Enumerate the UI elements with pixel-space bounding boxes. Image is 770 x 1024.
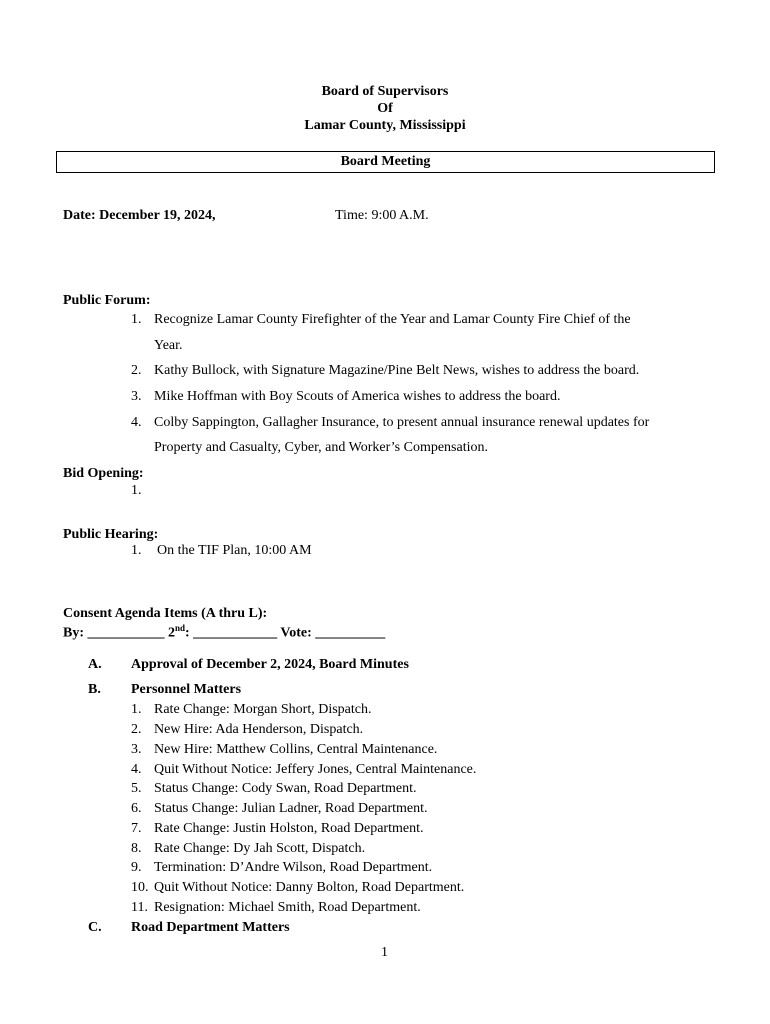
list-item: Rate Change: Morgan Short, Dispatch.: [154, 702, 372, 717]
public-hearing-heading: Public Hearing:: [63, 527, 159, 542]
list-item: Quit Without Notice: Danny Bolton, Road Department.: [154, 880, 465, 895]
meeting-time: Time: 9:00 A.M.: [335, 208, 429, 223]
list-item: Kathy Bullock, with Signature Magazine/Pine Belt News, wishes to address the board.: [154, 363, 640, 378]
consent-heading: Consent Agenda Items (A thru L):: [63, 606, 268, 621]
second-superscript: nd: [175, 623, 186, 633]
vote-line: [63, 623, 385, 642]
list-item: On the TIF Plan, 10:00 AM: [157, 543, 312, 558]
section-c-letter: C.: [88, 920, 102, 935]
header-line-1: Board of Supervisors: [321, 84, 449, 99]
by-label: By: ___________ 2: [63, 625, 175, 641]
list-item: New Hire: Matthew Collins, Central Maintenance.: [154, 742, 438, 757]
meeting-title-box: [56, 151, 715, 173]
list-item-number: 1.: [131, 483, 142, 498]
header-line-2: Of: [377, 101, 393, 116]
section-a-title: Approval of December 2, 2024, Board Minutes: [131, 657, 409, 672]
list-item: Status Change: Cody Swan, Road Department.: [154, 781, 417, 796]
list-item-number: 10.: [131, 880, 149, 895]
list-item-number: 7.: [131, 821, 142, 836]
list-item-continuation: Property and Casualty, Cyber, and Worker’s Compensation.: [154, 440, 488, 455]
section-c-title: Road Department Matters: [131, 920, 290, 935]
list-item: Mike Hoffman with Boy Scouts of America wishes to address the board.: [154, 389, 561, 404]
list-item: Resignation: Michael Smith, Road Department.: [154, 900, 421, 915]
list-item: Termination: D’Andre Wilson, Road Department.: [154, 860, 433, 875]
list-item-number: 8.: [131, 841, 142, 856]
header-line-3: Lamar County, Mississippi: [304, 118, 466, 133]
list-item-number: 3.: [131, 389, 142, 404]
list-item-number: 4.: [131, 762, 142, 777]
list-item-number: 2.: [131, 722, 142, 737]
list-item: Quit Without Notice: Jeffery Jones, Central Maintenance.: [154, 762, 477, 777]
list-item-number: 1.: [131, 543, 142, 558]
list-item: Colby Sappington, Gallagher Insurance, to present annual insurance renewal updates for: [154, 415, 650, 430]
list-item-number: 4.: [131, 415, 142, 430]
list-item-number: 11.: [131, 900, 148, 915]
list-item: Rate Change: Justin Holston, Road Department.: [154, 821, 424, 836]
list-item-number: 2.: [131, 363, 142, 378]
list-item: Status Change: Julian Ladner, Road Department.: [154, 801, 428, 816]
public-forum-heading: Public Forum:: [63, 293, 151, 308]
section-a-letter: A.: [88, 657, 102, 672]
list-item-number: 6.: [131, 801, 142, 816]
list-item: Recognize Lamar County Firefighter of the Year and Lamar County Fire Chief of the: [154, 312, 631, 327]
list-item-number: 1.: [131, 312, 142, 327]
list-item-number: 3.: [131, 742, 142, 757]
list-item: Rate Change: Dy Jah Scott, Dispatch.: [154, 841, 366, 856]
bid-opening-heading: Bid Opening:: [63, 466, 144, 481]
section-b-title: Personnel Matters: [131, 682, 242, 697]
list-item-continuation: Year.: [154, 338, 183, 353]
meeting-date: Date: December 19, 2024,: [63, 208, 216, 223]
second-vote-label: : ____________ Vote: __________: [185, 625, 386, 641]
list-item-number: 1.: [131, 702, 142, 717]
section-b-letter: B.: [88, 682, 101, 697]
meeting-title: Board Meeting: [340, 154, 431, 169]
list-item: New Hire: Ada Henderson, Dispatch.: [154, 722, 364, 737]
page-number: 1: [381, 945, 388, 960]
list-item-number: 5.: [131, 781, 142, 796]
list-item-number: 9.: [131, 860, 142, 875]
